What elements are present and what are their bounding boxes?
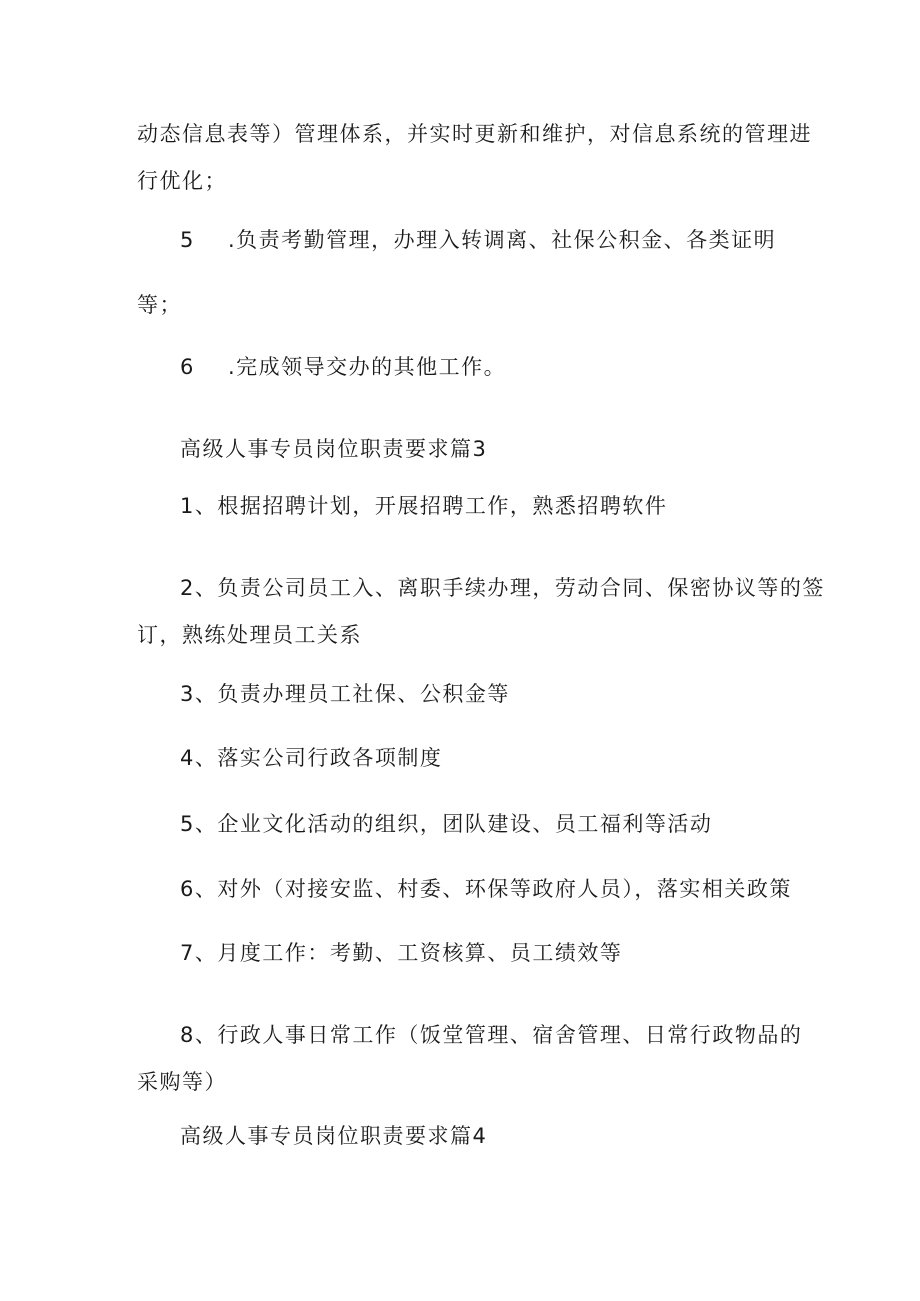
continuation-line-1: 动态信息表等）管理体系，并实时更新和维护，对信息系统的管理进 <box>137 122 812 146</box>
section-3-item-8-line-1: 8、行政人事日常工作（饭堂管理、宿舍管理、日常行政物品的 <box>180 1023 803 1047</box>
section-3-item-4: 4、落实公司行政各项制度 <box>180 746 443 770</box>
section-3-item-1: 1、根据招聘计划，开展招聘工作，熟悉招聘软件 <box>180 494 668 518</box>
item-number-5: 5 <box>180 228 195 252</box>
section-3-item-6: 6、对外（对接安监、村委、环保等政府人员），落实相关政策 <box>180 877 792 901</box>
section-3-item-7: 7、月度工作：考勤、工资核算、员工绩效等 <box>180 941 623 965</box>
section-3-item-3: 3、负责办理员工社保、公积金等 <box>180 682 510 706</box>
item-5-line-1: .负责考勤管理，办理入转调离、社保公积金、各类证明 <box>228 228 777 252</box>
continuation-line-2: 行优化； <box>137 169 227 193</box>
section-3-heading: 高级人事专员岗位职责要求篇3 <box>180 437 488 461</box>
section-3-item-2-line-1: 2、负责公司员工入、离职手续办理，劳动合同、保密协议等的签 <box>180 576 825 600</box>
section-3-item-2-line-2: 订，熟练处理员工关系 <box>137 623 362 647</box>
item-number-6: 6 <box>180 355 195 379</box>
item-5-line-2: 等； <box>137 293 182 317</box>
section-4-heading: 高级人事专员岗位职责要求篇4 <box>180 1124 488 1148</box>
section-3-item-8-line-2: 采购等） <box>137 1070 227 1094</box>
item-6-text: .完成领导交办的其他工作。 <box>228 355 507 379</box>
section-3-item-5: 5、企业文化活动的组织，团队建设、员工福利等活动 <box>180 812 713 836</box>
